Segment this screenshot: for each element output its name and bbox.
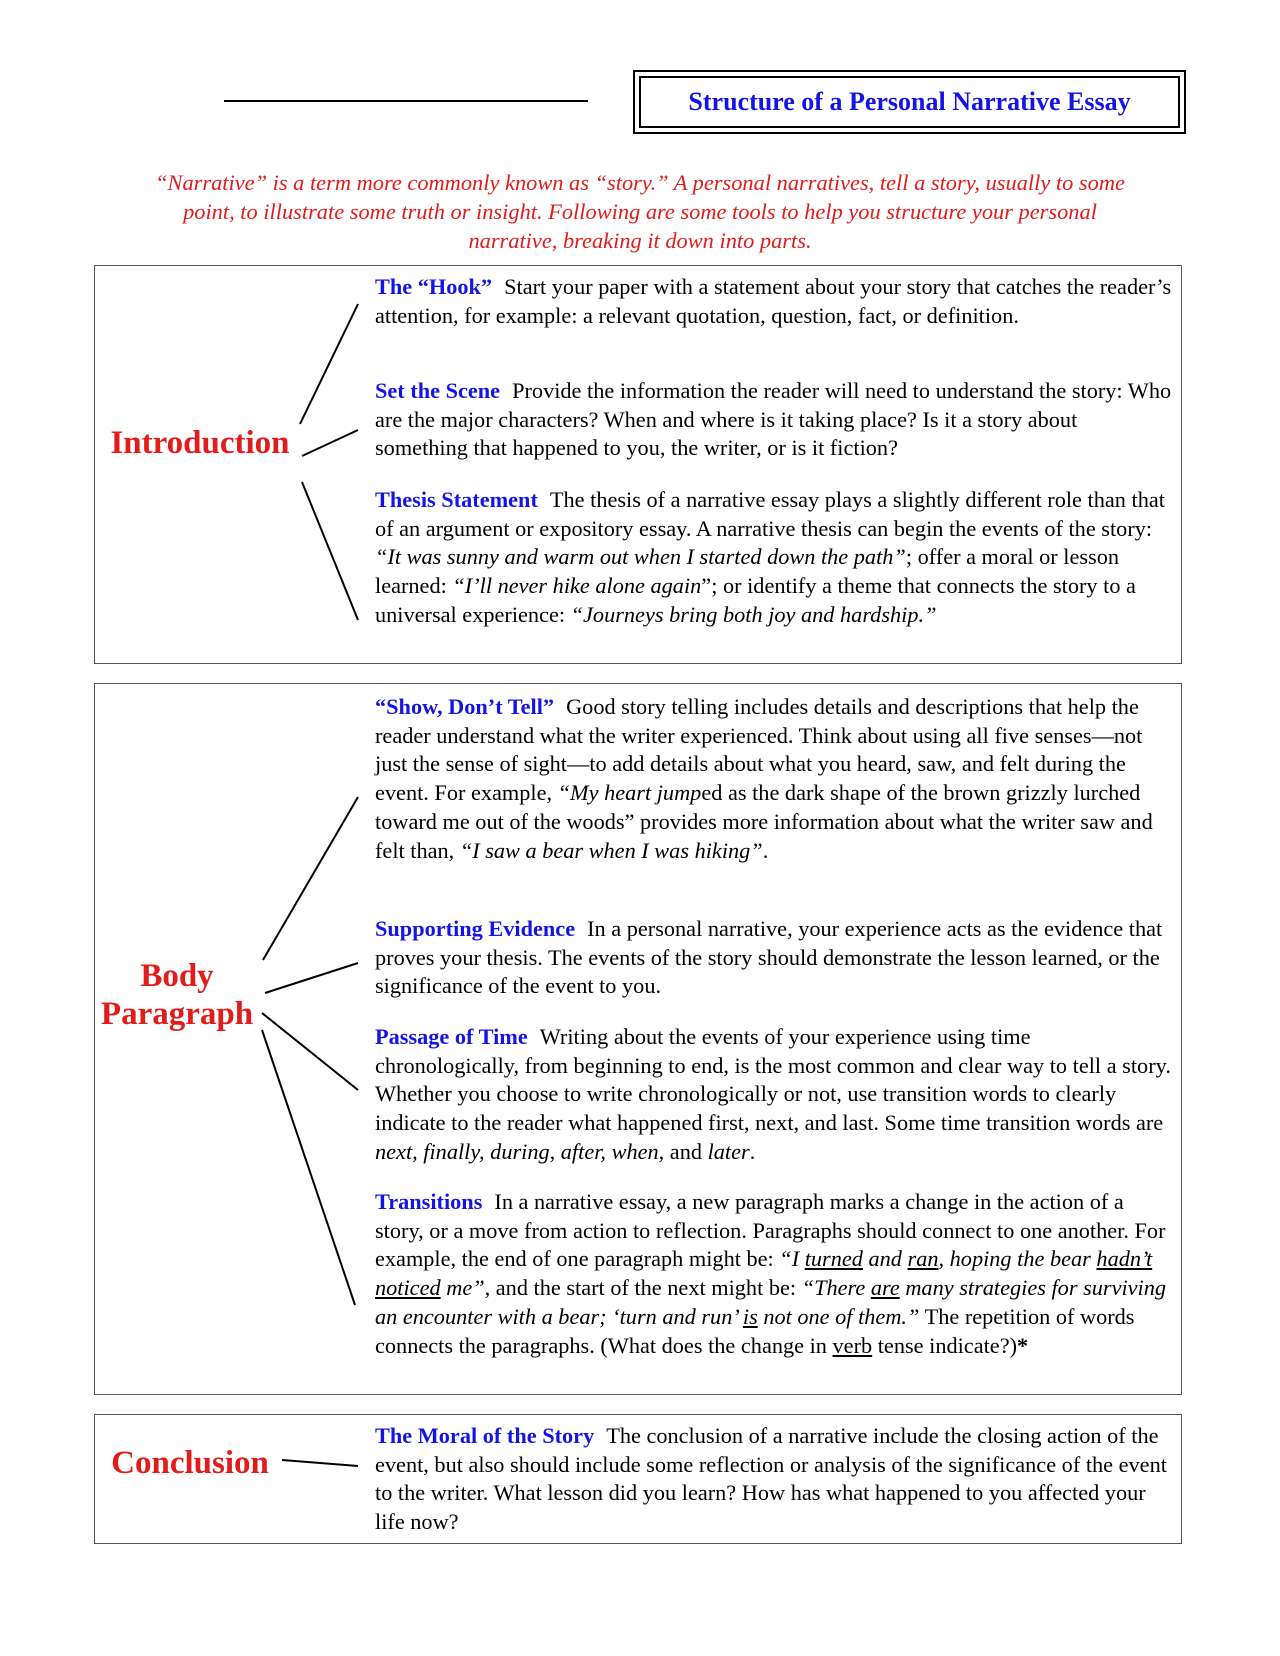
time-text-2: and: [664, 1138, 708, 1164]
moral-paragraph: [375, 1422, 1175, 1537]
show-text: Good story telling includes details and descriptions that help the reader understand what the writer experienced. Think about using all five senses—not just the sense of sight—to add details about what you heard, saw, and felt during the event. For example,: [375, 694, 1143, 806]
time-heading: Passage of Time: [375, 1024, 528, 1049]
show-paragraph: [375, 693, 1175, 865]
transitions-example-f: many strategies for surviving an encounter with a bear; ‘turn and run’: [375, 1275, 1167, 1329]
thesis-example-2: “I’ll never hike alone again: [452, 573, 702, 599]
transitions-underline-is: is: [742, 1303, 758, 1329]
thesis-text-2: ; offer a moral or lesson learned:: [375, 544, 1120, 599]
evidence-paragraph: [375, 915, 1175, 1001]
title-box: [633, 70, 1186, 134]
conclusion-label: Conclusion: [111, 1445, 269, 1481]
hook-paragraph: [375, 273, 1175, 330]
transitions-underline-noticed: hadn’t noticed: [375, 1246, 1153, 1301]
thesis-text: The thesis of a narrative essay plays a slightly different role than that of an argument or expository essay. A narrative thesis can begin the events of the story:: [375, 487, 1165, 541]
transitions-text-4: tense indicate?): [872, 1332, 1018, 1358]
transitions-asterisk: *: [1017, 1332, 1029, 1358]
name-blank-line: [224, 100, 588, 102]
transitions-text: In a narrative essay, a new paragraph marks a change in the action of a story, or a move from action to reflection. Paragraphs should connect to one another. For example, the end of one paragraph might be:: [375, 1189, 1166, 1272]
thesis-paragraph: [375, 486, 1175, 630]
evidence-text: In a personal narrative, your experience acts as the evidence that proves your thesis. The events of the story should demonstrate the lesson learned, or the significance of the event to you.: [375, 916, 1163, 999]
thesis-example-1: “It was sunny and warm out when I started down the path”: [375, 544, 906, 570]
show-text-2: ed as the dark shape of the brown grizzly lurched toward me out of the woods” provides more information about what the writer saw and felt than,: [375, 780, 1153, 863]
time-word-later: later: [707, 1138, 750, 1164]
thesis-text-3: ”; or identify a theme that connects the story to a universal experience:: [375, 573, 1136, 627]
show-example-2: “I saw a bear when I was hiking”: [459, 837, 763, 863]
show-text-3: .: [762, 837, 769, 863]
thesis-example-3: “Journeys bring both joy and hardship.”: [570, 601, 937, 627]
hook-text: Start your paper with a statement about your story that catches the reader’s attention, for example: a relevant quotation, question, fact, or definition.: [375, 274, 1172, 328]
body-label-line2: Paragraph: [100, 996, 254, 1032]
transitions-text-3: The repetition of words connects the paragraphs. (What does the change in: [375, 1303, 1135, 1358]
scene-text: Provide the information the reader will need to understand the story: Who are the major characters? When and where is it taking place? Is it a story about something that happened to you, the writer, or is it fiction?: [375, 378, 1172, 461]
body-label: [97, 957, 257, 1033]
transitions-text-2: , and the start of the next might be:: [484, 1275, 802, 1301]
transitions-example-e: “There: [801, 1275, 871, 1301]
transitions-example-c: , hoping the bear: [938, 1246, 1097, 1272]
transitions-heading: Transitions: [375, 1189, 483, 1214]
scene-paragraph: [375, 377, 1175, 463]
time-text-3: .: [749, 1138, 756, 1164]
title-inner-border: [639, 76, 1180, 128]
transitions-underline-are: are: [870, 1275, 900, 1301]
transitions-underline-turned: turned: [804, 1246, 863, 1272]
transitions-example-b: and: [862, 1246, 908, 1272]
moral-heading: The Moral of the Story: [375, 1423, 595, 1448]
evidence-heading: Supporting Evidence: [375, 916, 576, 941]
introduction-label: Introduction: [110, 425, 290, 461]
transitions-underline-verb: verb: [832, 1332, 873, 1358]
transitions-paragraph: [375, 1188, 1175, 1360]
transitions-underline-ran: ran: [907, 1246, 939, 1272]
page-title: Structure of a Personal Narrative Essay: [688, 87, 1131, 116]
transitions-example-d: me”: [440, 1275, 485, 1301]
time-text: Writing about the events of your experience using time chronologically, from beginning to end, is the most common and clear way to tell a story. Whether you choose to write chronologically or not, use transition words to clearly indicate to the reader what happened first, next, and last. Some time transition words are: [375, 1024, 1171, 1136]
thesis-heading: Thesis Statement: [375, 487, 538, 512]
show-example-1: “My heart jump: [557, 780, 702, 806]
transitions-example-g: not one of them.”: [757, 1303, 920, 1329]
hook-heading: The “Hook”: [375, 274, 493, 299]
scene-heading: Set the Scene: [375, 378, 501, 403]
show-heading: “Show, Don’t Tell”: [375, 694, 555, 719]
time-paragraph: [375, 1023, 1175, 1167]
moral-text: The conclusion of a narrative include the closing action of the event, but also should include some reflection or analysis of the significance of the event to the writer. What lesson did you learn? How has what happened to you affected your life now?: [375, 1423, 1167, 1535]
body-label-line1: Body: [140, 958, 214, 994]
transitions-example-a: “I: [779, 1246, 805, 1272]
intro-paragraph: “Narrative” is a term more commonly known as “story.” A personal narratives, tell a story, usually to some point, to illustrate some truth or insight. Following are some tools to help you structure your personal narrative, breaking it down into parts.: [155, 170, 1125, 253]
time-words: next, finally, during, after, when,: [375, 1138, 665, 1164]
